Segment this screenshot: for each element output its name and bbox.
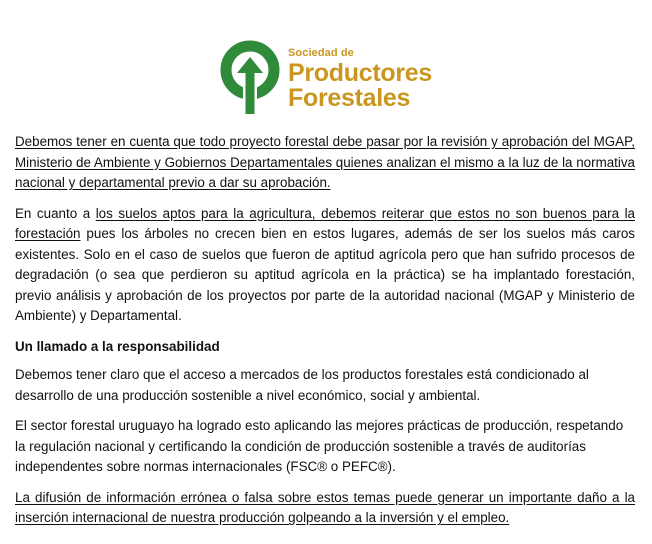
paragraph-soils-intro: En cuanto a <box>15 205 96 221</box>
logo-line-3: Forestales <box>288 84 411 112</box>
logo-wordmark <box>288 48 432 111</box>
document-body <box>15 132 635 539</box>
logo-line-1: Sociedad de <box>288 47 354 59</box>
logo-line-2: Productores <box>288 59 432 87</box>
organization-logo <box>218 38 458 122</box>
paragraph-approval-process: Debemos tener en cuenta que todo proyecto forestal debe pasar por la revisión y aprobación del MGAP, Ministerio de Ambiente y Gobiernos Departamentales quienes analizan el mismo a la luz de la normativa nacional y departamental previo a dar su aprobación. <box>15 134 636 190</box>
paragraph-soils <box>15 204 635 327</box>
tree-arrow-logo-icon <box>218 38 282 118</box>
paragraph-soils-rest: pues los árboles no crecen bien en estos lugares, además de ser los suelos más caros existentes. Solo en el caso de suelos que fueron de aptitud agrícola pero que han sufrido procesos de degradación (o sea que perdieron su aptitud agrícola en la práctica) se ha implantado forestación, previo análisis y aprobación de los proyectos por parte de la autoridad nacional (MGAP y Ministerio de Ambiente) y Departamental. <box>15 226 635 323</box>
section-heading: Un llamado a la responsabilidad <box>15 338 220 354</box>
paragraph-market-access: Debemos tener claro que el acceso a mercados de los productos forestales está condicionado al desarrollo de una producción sostenible a nivel económico, social y ambiental. <box>15 367 589 403</box>
paragraph-misinformation: La difusión de información errónea o falsa sobre estos temas puede generar un importante daño a la inserción internacional de nuestra producción golpeando a la inversión y el empleo. <box>15 489 635 525</box>
paragraph-forest-sector: El sector forestal uruguayo ha logrado esto aplicando las mejores prácticas de producción, respetando la regulación nacional y certificando la condición de producción sostenible a través de auditorías independentes sobre normas internacionales (FSC® o PEFC®). <box>15 418 624 474</box>
paragraph-soils-underlined: los suelos aptos para la agricultura, debemos reiterar que estos no son buenos para la forestación <box>15 205 635 241</box>
